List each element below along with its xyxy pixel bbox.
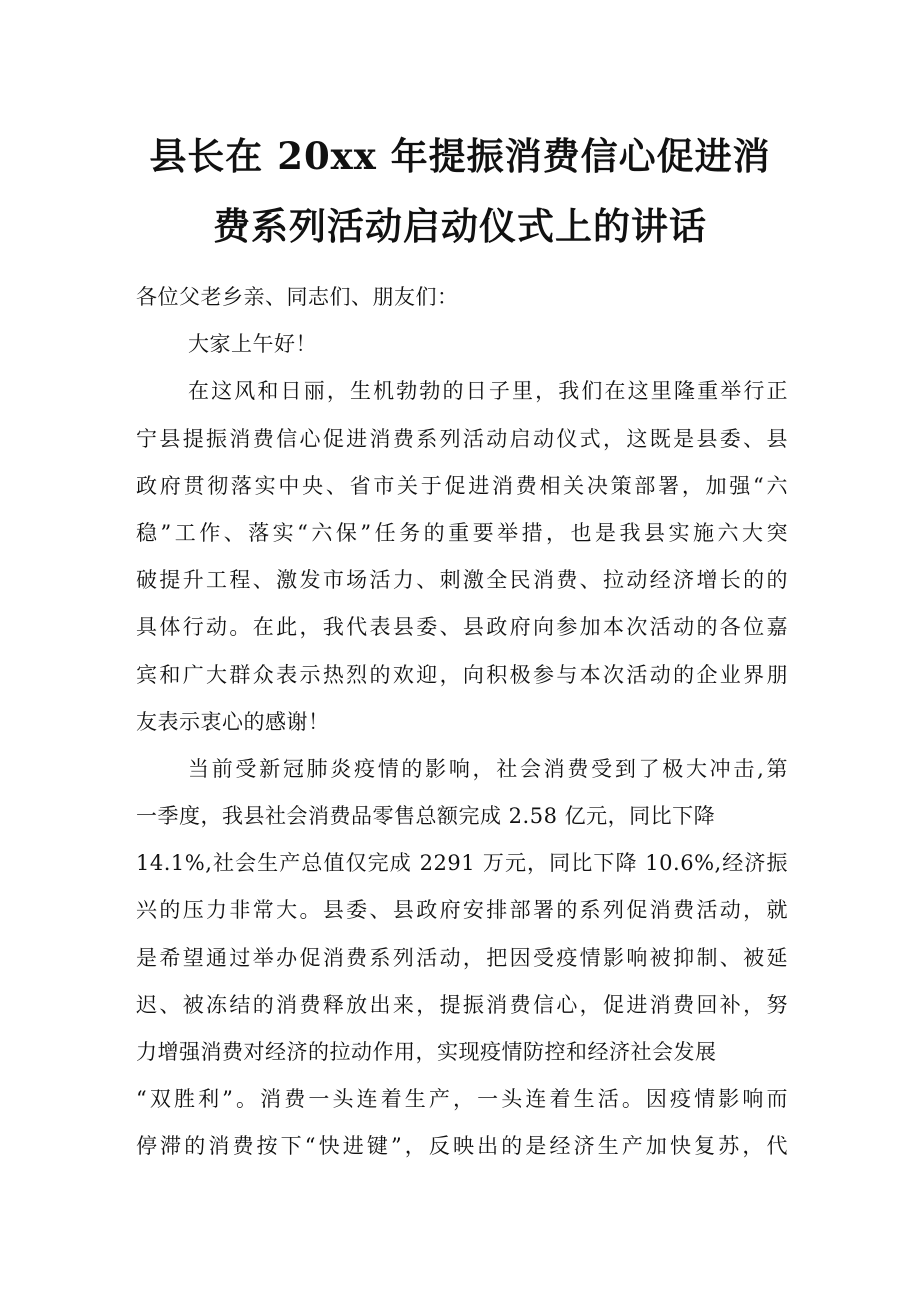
document-title-line-2: 费系列活动启动仪式上的讲话 bbox=[213, 204, 707, 248]
paragraph-2-line-3: 14.1%,社会生产总值仅完成 2291 万元，同比下降 10.6%,经济振 bbox=[136, 851, 788, 876]
paragraph-2-line-7: 力增强消费对经济的拉动作用，实现疫情防控和经济社会发展 bbox=[136, 1040, 717, 1064]
paragraph-2-line-5: 是希望通过举办促消费系列活动，把因受疫情影响被抑制、被延 bbox=[136, 945, 788, 970]
paragraph-1-line-2: 宁县提振消费信心促进消费系列活动启动仪式，这既是县委、县 bbox=[136, 426, 788, 451]
paragraph-2-line-2: 一季度，我县社会消费品零售总额完成 2.58 亿元，同比下降 bbox=[136, 804, 716, 829]
paragraph-1-line-7: 宾和广大群众表示热烈的欢迎，向积极参与本次活动的企业界朋 bbox=[136, 662, 788, 687]
paragraph-2-line-6: 迟、被冻结的消费释放出来，提振消费信心，促进消费回补，努 bbox=[136, 992, 788, 1017]
paragraph-1-line-1: 在这风和日丽，生机勃勃的日子里，我们在这里隆重举行正 bbox=[188, 379, 788, 404]
salutation-line: 各位父老乡亲、同志们、朋友们： bbox=[136, 285, 459, 309]
paragraph-2-line-9: 停滞的消费按下“快进键”，反映出的是经济生产加快复苏，代 bbox=[136, 1134, 788, 1159]
paragraph-2-line-8: “双胜利”。消费一头连着生产，一头连着生活。因疫情影响而 bbox=[136, 1087, 788, 1112]
paragraph-1-line-3: 政府贯彻落实中央、省市关于促进消费相关决策部署，加强“六 bbox=[136, 473, 788, 498]
paragraph-2-line-1: 当前受新冠肺炎疫情的影响，社会消费受到了极大冲击,第 bbox=[188, 756, 788, 781]
paragraph-1-line-4: 稳”工作、落实“六保”任务的重要举措，也是我县实施六大突 bbox=[136, 520, 788, 545]
paragraph-1-line-8: 友表示衷心的感谢！ bbox=[136, 709, 330, 734]
paragraph-1-line-5: 破提升工程、激发市场活力、刺激全民消费、拉动经济增长的的 bbox=[136, 568, 788, 593]
paragraph-1-line-6: 具体行动。在此，我代表县委、县政府向参加本次活动的各位嘉 bbox=[136, 615, 788, 640]
greeting-line: 大家上午好！ bbox=[188, 332, 317, 357]
paragraph-2-line-4: 兴的压力非常大。县委、县政府安排部署的系列促消费活动，就 bbox=[136, 898, 788, 923]
document-body bbox=[136, 274, 788, 1171]
document-title-line-1: 县长在 20xx 年提振消费信心促进消 bbox=[149, 134, 771, 178]
